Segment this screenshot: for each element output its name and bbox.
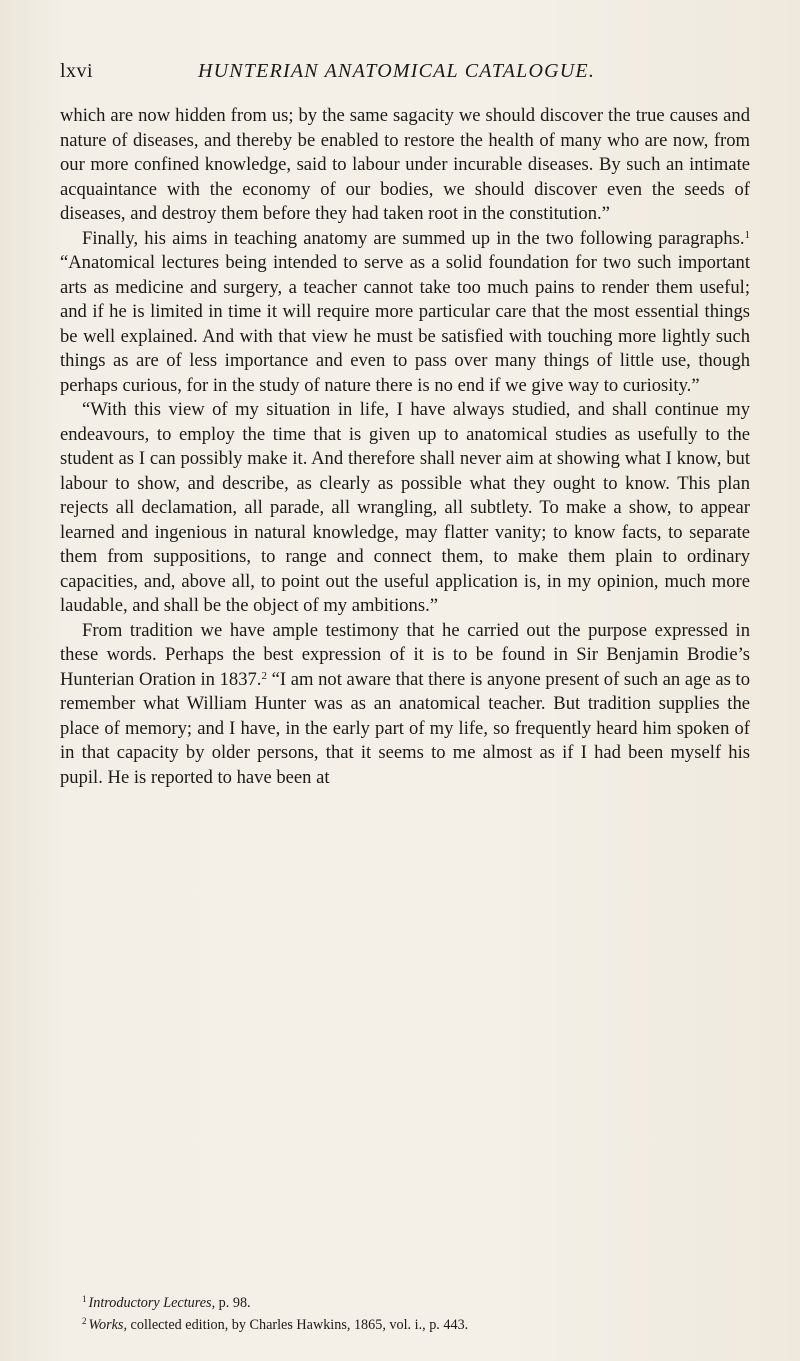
paragraph-3: “With this view of my situation in life, I have always studied, and shall continue my endeavours, to employ the time that is given up to anatomical studies as usefully to the student as I can possibly make it. And therefore shall never aim at showing what I know, but labour to show, and describe, as clearly as possible what they ought to know. This plan rejects all declamation, all parade, all wrangling, all subtlety. To make a show, to appear learned and ingenious in natural knowledge, may flatter vanity; to know facts, to separate them from suppositions, to range and connect them, to make them plain to ordinary capacities, and, above all, to point out the useful application is, in my opinion, much more laudable, and shall be the object of my ambitions.” — [60, 399, 750, 616]
footnote-2-mark: 2 — [82, 1316, 87, 1326]
paragraph-4-text-a: From tradition we have ample testimony that he carried out the purpose expressed in these words. Perhaps the best expression of it is to be found in Sir Benjamin Brodie’s Hunterian Oration in 1837. — [60, 619, 750, 690]
footnote-1-title: Introductory Lectures — [88, 1295, 212, 1311]
body-text — [60, 104, 750, 790]
paragraph-2 — [60, 227, 750, 399]
running-title: HUNTERIAN ANATOMICAL CATALOGUE. — [198, 60, 596, 82]
footnote-1-mark: 1 — [82, 1294, 87, 1304]
paragraph-1: which are now hidden from us; by the same sagacity we should discover the true causes and nature of diseases, and thereby be enabled to restore the health of many who are now, from our more confined knowledge, said to labour under incurable diseases. By such an intimate acquaintance with the economy of our bodies, we should discover even the seeds of diseases, and destroy them before they had taken root in the constitution.” — [60, 105, 750, 224]
footnote-2 — [60, 1312, 750, 1334]
footnote-2-text: , collected edition, by Charles Hawkins, 1865, vol. i., p. 443. — [123, 1317, 469, 1333]
footnote-ref-2: 2 — [261, 669, 267, 682]
paragraph-2-text-b: “Anatomical lectures being intended to serve as a solid foundation for two such important arts as medicine and surgery, a teacher cannot take too much pains to render them useful; and if he is limited in time it will require more particular care that the most essential things be well explained. And with that view he must be satisfied with touching more lightly such things as are of less importance and even to pass over many things of little use, though perhaps curious, for in the study of nature there is no end if we give way to curiosity.” — [60, 252, 750, 396]
page-number: lxvi — [60, 60, 94, 82]
footnote-ref-1: 1 — [744, 228, 750, 241]
footnote-1-text: , p. 98. — [211, 1295, 251, 1311]
footnote-2-title: Works — [88, 1317, 124, 1333]
running-head — [60, 60, 750, 90]
paragraph-2-text-a: Finally, his aims in teaching anatomy are summed up in the two following paragraphs. — [82, 227, 745, 249]
paragraph-4-text-b: “I am not aware that there is anyone present of such an age as to remember what William Hunter was as an anatomical teacher. But tradition supplies the place of memory; and I have, in the early part of my life, so frequently heard him spoken of in that capacity by older persons, that it seems to me almost as if I had been myself his pupil. He is reported to have been at — [60, 668, 750, 788]
paragraph-4 — [60, 619, 750, 791]
footnotes — [60, 1290, 750, 1334]
footnote-1 — [60, 1290, 750, 1312]
